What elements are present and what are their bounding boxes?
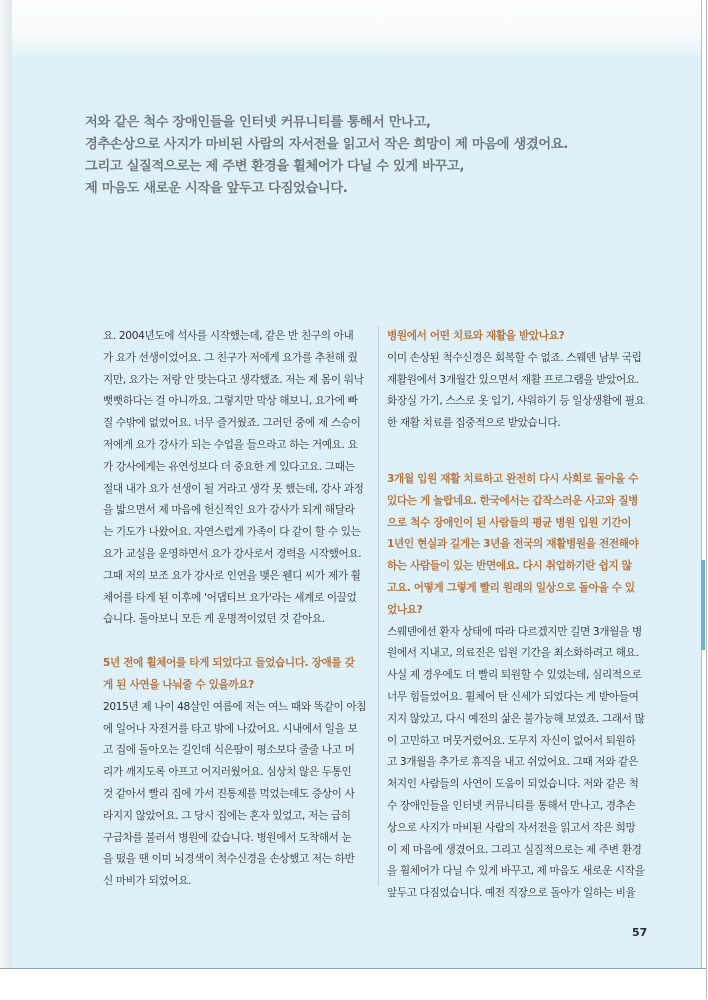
- text-line: 이 고민하고 머뭇거렸어요. 도무지 자신이 없어서 퇴원하: [387, 734, 636, 747]
- text-line: 이 제 마음에 생겼어요. 그리고 실질적으로는 제 주변 환경: [387, 843, 642, 856]
- text-line: 고 3개월을 추가로 휴직을 내고 쉬었어요. 그때 저와 같은: [387, 756, 638, 769]
- text-line: 질 수밖에 없었어요. 너무 즐거웠죠. 그러던 중에 제 스승이: [103, 417, 361, 430]
- text-line: 그때 저의 보조 요가 강사로 인연을 맺은 웬디 씨가 제가 휠: [103, 569, 361, 582]
- page-gutter-edge: [0, 0, 12, 968]
- text-line: 수 장애인들을 인터넷 커뮤니티를 통해서 만나고, 경추손: [387, 799, 636, 812]
- body-paragraph: [387, 622, 662, 905]
- text-line: 재활원에서 3개월간 있으면서 재활 프로그램을 받았어요.: [387, 373, 639, 386]
- text-line: 스웨덴에선 환자 상태에 따라 다르겠지만 길면 3개월을 병: [387, 625, 642, 638]
- text-line: 에 일어나 자전거를 타고 밖에 나갔어요. 시내에서 일을 보: [103, 722, 358, 735]
- text-line: 너무 힘들었어요. 휠체어 탄 신세가 되었다는 게 받아들여: [387, 690, 639, 703]
- text-line: 뻣뻣하다는 걸 아니까요. 그렇지만 막상 해보니, 요가에 빠: [103, 395, 358, 408]
- text-line: 리가 깨지도록 아프고 어지러웠어요. 심상치 않은 두통인: [103, 766, 352, 779]
- left-column: [103, 326, 369, 893]
- body-paragraph: [387, 348, 662, 435]
- question-line: 었나요?: [387, 603, 423, 616]
- interview-question: [103, 653, 369, 697]
- interview-question: [387, 469, 662, 622]
- text-line: 가 강사에게는 유연성보다 더 중요한 게 있다고요. 그때는: [103, 460, 355, 473]
- text-line: 신 마비가 되었어요.: [103, 875, 192, 888]
- text-line: 한 재활 치료를 집중적으로 받았습니다.: [387, 417, 561, 430]
- text-line: 요가 교실을 운영하면서 요가 강사로서 경력을 시작했어요.: [103, 547, 362, 560]
- text-line: 체어를 타게 된 이후에 '어댑티브 요가'라는 세계로 이끌었: [103, 591, 357, 604]
- interview-question: [387, 326, 662, 348]
- body-paragraph: [103, 697, 369, 893]
- text-line: 저에게 요가 강사가 되는 수업을 들으라고 하는 거예요. 요: [103, 438, 358, 451]
- text-line: 상으로 사지가 마비된 사람의 자서전을 읽고서 작은 희망: [387, 821, 636, 834]
- text-line: 사실 제 경우에도 더 빨리 퇴원할 수 있었는데, 심리적으로: [387, 669, 642, 682]
- text-line: 고 집에 돌아오는 길인데 식은땀이 평소보다 줄줄 나고 머: [103, 744, 355, 757]
- text-line: 원에서 지내고, 의료진은 입원 기간을 최소화하려고 해요.: [387, 647, 639, 660]
- pull-quote-line: 그리고 실질적으로는 제 주변 환경을 휠체어가 다닐 수 있게 바꾸고,: [85, 159, 465, 174]
- question-line: 1년인 현실과 길게는 3년을 전국의 재활병원을 전전해야: [387, 538, 639, 551]
- text-line: 가 요가 선생이었어요. 그 친구가 저에게 요가를 추천해 줬: [103, 351, 358, 364]
- question-line: 고요. 어떻게 그렇게 빨리 원래의 일상으로 돌아올 수 있: [387, 581, 635, 594]
- question-line: 하는 사람들이 있는 반면에요. 다시 취업하기란 쉽지 않: [387, 560, 632, 573]
- body-paragraph: [103, 326, 369, 631]
- page-top-margin: [12, 0, 701, 55]
- text-line: 요. 2004년도에 석사를 시작했는데, 같은 반 친구의 아내: [103, 330, 354, 342]
- text-line: 화장실 가기, 스스로 옷 입기, 샤워하기 등 일상생활에 필요: [387, 395, 645, 408]
- right-column: [387, 326, 662, 905]
- question-line: 3개월 입원 재활 치료하고 완전히 다시 사회로 돌아올 수: [387, 472, 639, 485]
- text-line: 지지 않았고, 다시 예전의 삶은 불가능해 보였죠. 그래서 많: [387, 712, 645, 725]
- text-line: 앞두고 다짐었습니다. 예전 직장으로 돌아가 일하는 비율: [387, 887, 636, 900]
- text-line: 을 휠체어가 다닐 수 있게 바꾸고, 제 마음도 새로운 시작을: [387, 865, 645, 878]
- question-line: 5년 전에 휠체어를 타게 되었다고 들었습니다. 장애를 갖: [103, 657, 355, 670]
- text-line: 것 같아서 빨리 집에 가서 진통제를 먹었는데도 증상이 사: [103, 787, 355, 800]
- text-line: 절대 내가 요가 선생이 될 거라고 생각 못 했는데, 강사 과정: [103, 482, 364, 495]
- pull-quote-line: 저와 같은 척수 장애인들을 인터넷 커뮤니티를 통해서 만나고,: [85, 115, 431, 130]
- text-line: 지만, 요가는 저랑 안 맞는다고 생각했죠. 저는 제 몸이 워낙: [103, 373, 364, 386]
- text-line: 는 기도가 나왔어요. 자연스럽게 가족이 다 같이 할 수 있는: [103, 526, 361, 539]
- text-line: 구급차를 불러서 병원에 갔습니다. 병원에서 도착해서 눈: [103, 831, 352, 844]
- text-line: 을 밟으면서 제 마음에 헌신적인 요가 강사가 되게 해달라: [103, 504, 355, 517]
- scan-bottom-margin: [0, 968, 706, 1000]
- question-line: 있다는 게 놀랍네요. 한국에서는 갑작스러운 사고와 질병: [387, 494, 639, 507]
- text-line: 을 떴을 땐 이미 뇌경색이 척수신경을 손상했고 저는 하반: [103, 853, 355, 866]
- pull-quote-line: 제 마음도 새로운 시작을 앞두고 다짐었습니다.: [85, 181, 348, 196]
- page-edge-tab: [701, 560, 705, 650]
- question-line: 병원에서 어떤 치료와 재활을 받았나요?: [387, 330, 565, 342]
- text-line: 처지인 사람들의 사연이 도움이 되었습니다. 저와 같은 척: [387, 778, 639, 791]
- text-line: 습니다. 돌아보니 모든 게 운명적이었던 것 같아요.: [103, 613, 325, 626]
- pull-quote-line: 경추손상으로 사지가 마비된 사람의 자서전을 읽고서 작은 희망이 제 마음에 생겼어요.: [85, 137, 568, 152]
- page-number: 57: [632, 926, 648, 939]
- question-line: 으로 척수 장애인이 된 사람들의 평균 병원 입원 기간이: [387, 516, 632, 529]
- question-line: 게 된 사연을 나눠줄 수 있을까요?: [103, 678, 254, 691]
- text-line: 라지지 않았어요. 그 당시 집에는 혼자 있었고, 저는 급히: [103, 809, 351, 822]
- text-line: 2015년 제 나이 48살인 여름에 저는 여느 때와 똑같이 아침: [103, 700, 367, 713]
- pull-quote: [85, 112, 645, 200]
- text-line: 이미 손상된 척수신경은 회복할 수 없죠. 스웨덴 남부 국립: [387, 351, 642, 364]
- column-divider: [378, 326, 379, 886]
